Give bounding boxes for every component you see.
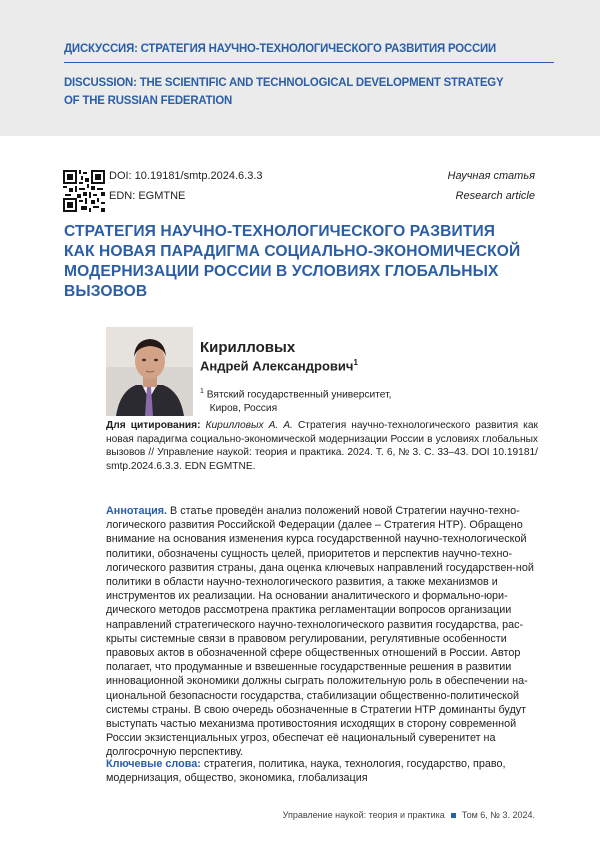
footer-issue: Том 6, № 3. 2024. — [461, 810, 535, 820]
abstract-text: В статье проведён анализ положений новой Стратегии научно-техно-логического развития Российской Федерации (далее – Стратегия НТР). Обращено внимание на основания изменения курса государственной научно-технологической политики, обозначены сущность целей, приоритетов и перспектив научно-техно-логического развития страны, дана оценка ключевых направлений государствен-ной политики в области научно-технологического развития, а также механизмов и инструментов их реализации. На основании аналитического и формально-юри-дического методов рассмотрена практика регламентации вопросов организации направлений стратегического научно-технологического развития государства, рас-крыты системные связи в правовом регулировании, регулятивные особенности правовых актов в обозначенной сфере общественных отношений в России. Автор полагает, что продуманные и взвешенные государственные решения в развитии инновационной экономики должны сыграть положительную роль в обеспечении на-циональной безопасности государства, стабилизации общественно-политической системы страны. В свою очередь обозначенные в Стратегии НТР доминанты будут выступать частью механизма противостояния исходящих в сторону современной России экзистенциальных угроз, обеспечат её национальный суверенитет на долгосрочную перспективу. — [106, 505, 534, 759]
keywords-block — [106, 757, 538, 785]
title-line-1: СТРАТЕГИЯ НАУЧНО-ТЕХНОЛОГИЧЕСКОГО РАЗВИТИЯ — [64, 223, 496, 240]
citation-label: Для цитирования: — [106, 420, 201, 431]
author-affiliation-mark: 1 — [353, 358, 358, 367]
citation-text: Стратегия научно-технологического развития как новая парадигма социально-экономической модернизации России в условиях глобальных вызовов // Управление наукой: теория и практика. 2024. Т. 6, № 3. С. 33–43. DOI 10.19181/ smtp.2024.6.3.3. EDN EGMTNE. — [106, 420, 538, 472]
rubric-en-line-1: DISCUSSION: THE SCIENTIFIC AND TECHNOLOGICAL DEVELOPMENT STRATEGY — [64, 75, 504, 89]
keywords-text: стратегия, политика, наука, технология, государство, право, модернизация, общество, экономика, глобализация — [106, 758, 506, 785]
header-band — [0, 0, 600, 136]
citation-block — [106, 419, 538, 473]
abstract-block — [106, 504, 538, 760]
title-line-2: КАК НОВАЯ ПАРАДИГМА СОЦИАЛЬНО-ЭКОНОМИЧЕСКОЙ — [64, 243, 521, 260]
footer-journal: Управление наукой: теория и практика — [282, 810, 445, 820]
affiliation-university: Вятский государственный университет, — [206, 389, 392, 401]
affiliation-line-1 — [200, 388, 391, 400]
doi-link[interactable]: DOI: 10.19181/smtp.2024.6.3.3 — [109, 170, 263, 182]
citation-author: Кирилловых А. А. — [205, 420, 293, 431]
article-title — [64, 222, 544, 302]
article-type-en: Research article — [455, 190, 535, 202]
author-portrait — [106, 327, 193, 416]
keywords-label: Ключевые слова: — [106, 758, 201, 770]
author-given-name: Андрей Александрович — [200, 358, 354, 374]
rubric-ru: ДИСКУССИЯ: СТРАТЕГИЯ НАУЧНО-ТЕХНОЛОГИЧЕСКОГО РАЗВИТИЯ РОССИИ — [64, 41, 497, 55]
abstract-label: Аннотация. — [106, 505, 168, 517]
affiliation-line-2 — [204, 403, 277, 414]
page-footer — [283, 810, 535, 820]
rubric-en-line-2: OF THE RUSSIAN FEDERATION — [64, 93, 233, 107]
footer-separator — [451, 813, 456, 818]
edn-code: EDN: EGMTNE — [109, 190, 186, 202]
affiliation-city: Киров, Россия — [209, 403, 278, 414]
author-name — [200, 358, 358, 373]
affiliation-mark: 1 — [200, 388, 204, 395]
author-photo — [106, 327, 193, 416]
author-surname: Кирилловых — [200, 339, 296, 356]
article-type-ru: Научная статья — [447, 170, 535, 182]
title-line-3: МОДЕРНИЗАЦИИ РОССИИ В УСЛОВИЯХ ГЛОБАЛЬНЫХ — [64, 263, 499, 280]
title-line-4: ВЫЗОВОВ — [64, 283, 148, 300]
qr-code-icon[interactable] — [63, 170, 105, 212]
rubric-en — [64, 73, 579, 109]
rubric-divider — [64, 62, 554, 63]
